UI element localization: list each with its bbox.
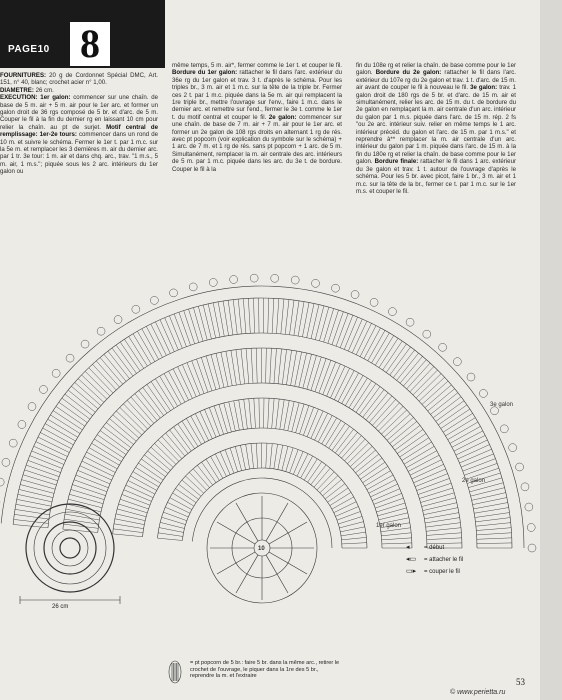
fournitures-text: 20 g de Cordonnet Spécial DMC, Art. 151, n° 40, blanc; crochet acier n° 1,00. [0,72,158,87]
bordure2-title: Bordure du 2e galon: [375,69,442,77]
page-label: PAGE10 [8,44,50,55]
col3-text1: fin du 108e rg et relier la chaîn. de base comme pour le 1er galon. [356,62,516,77]
label-galon2: 2e galon [462,478,486,484]
label-galon1: 1er galon [376,523,402,529]
galon2-title: 2e galon: [268,113,297,121]
cut-icon: ▭▸ [406,568,417,575]
center-ring-label: 10 [258,546,265,552]
dimension-label: 26 cm [52,604,69,610]
execution-title: EXECUTION: 1er galon: [0,94,71,102]
popcorn-symbol-icon [169,661,181,683]
attach-icon: ◂▭ [406,556,417,563]
diagram-stitches [0,274,536,552]
col3-text3: trav. 1 galon droit de 180 rgs de 5 br. et d'arc. de 15 m. air et simultanément, relier les arc. de 15 m. du t. de bordure du 2e galon en remplaçant la m. air centrale d'un arc. intérieur du galon par 1 m.s. piquée dans l'arc. de 15 m. rép. 2 fs "ou 2e arc. intérieur suiv. relier en même temps le 1 arc. intérieur précéd. du galon et l'arc. de 15 m. par 1 m.s." et reprendre à** remplacer la m. air centrale d'un arc. intérieur du galon par 1 m. piquée dans l'arc. de 15 m. à la fin du 180e rg et relier la chaîn. de base comme pour le 1er galon. [356,84,517,166]
col2-text2: rattacher le fil dans l'arc. extérieur du 36e rg du 1er galon et trav. 3 t. d'après le schéma. Pour les triples br., 3 m. air et 1 m.c. sur la tête de la triple br. Fermer ces 2 t. par 1 m.c. piquée dans la 5e m. air qui remplacent la 1re triple br., mettre l'ouvrage sur l'env., faire 1 m.c. dans le dernier arc. et remettre sur l'end., fermer le 3e t. comme le 1er t. du motif central et couper le fil. [172,69,342,121]
col2-text3: commencer sur une chaîn. de base de 7 m. air + 7 m. air pour le 1er arc. et former un 2e galon de 108 rgs droits en alternant 1 rg de rés. avec pt popcorn (voir explication du symbole sur le schéma) + 1 arc. de 7 m. et 1 rg de rés. sans pt popcorn + 1 arc. de 5 m. Simultanément, remplacer la m. air centrale des arc. intérieurs de 5 m. par 1 m.c. piquée dans les arc. du 3e t. de bordure. Couper le fil à la [172,113,343,173]
galon3-title: 3e galon: [470,84,498,92]
col2-text1: même temps, 5 m. air*, fermer comme le 1er t. et couper le fil. [172,62,342,69]
start-icon: ◂ [406,544,410,551]
col3-text4: rattacher le fil dans 1 arc. extérieur du 3e galon et trav. 1 t. autour de l'ouvrage d'après le schéma. Pour les 5 br. avec picot, faire 1 br., 3 m. air et 1 m.c. sur la tête de la br., fermer ce t. par 1 m.c. sur le 1er m.s. et couper le fil. [356,158,516,195]
legend-item: ◂▭ = attacher le fil [406,556,464,563]
pattern-number: 8 [70,22,110,66]
label-galon3: 3e galon [490,402,514,408]
diametre-title: DIAMETRE: [0,86,34,94]
diametre-text: 26 cm. [35,86,54,94]
legend-item: ◂ = début [406,544,445,551]
fournitures-title: FOURNITURES: [0,72,47,79]
motif-text: commencer dans un rond de 10 m. et suivre le schéma. Fermer le 1er t. par 1 m.c. sur la 5e m. et remplacer les 3 dernières m. air du dernier arc. par 1 tr. 3e tour: 1 m. air et dans chq. arc., trav. "1 m.s., 5 m. air, 1 m.s."; piquée sous les 2 arc. intérieurs du 1er galon ou [0,131,158,176]
watermark: © www.perietta.ru [450,689,506,696]
legend-item: ▭▸ = couper le fil [406,568,460,575]
doily-thumbnail [26,504,114,592]
execution-text: commencer sur une chaîn. de base de 5 m. air + 5 m. air pour le 1er arc. et former un galon droit de 36 rgs composé de 5 br. et d'arc. de 5 m. Couper le fil à la fin du dernier rg en laissant 10 cm pour relier la chaîn. au pt de surjet. [0,94,158,131]
bordure1-title: Bordure du 1er galon: [172,69,238,77]
dimension-line [20,596,120,604]
legend [406,542,463,578]
col3-text2: rattacher le fil dans l'arc. extérieur du 107e rg du 2e galon et trav. 1 t. d'arc. de 15 m. air avant de couper le fil à nouveau le fil. [356,69,516,92]
motif-title: Motif central de remplissage: 1er-2e tours: [0,123,158,139]
page-number: 53 [516,677,525,687]
popcorn-caption: = pt popcorn de 5 br.: faire 5 br. dans la même arc., retirer le crochet de l'ouvrage, le piquer dans la 1re des 5 br., reprendre la m. et l'extraire [190,660,340,680]
bordure-final-title: Bordure finale: [374,158,419,166]
